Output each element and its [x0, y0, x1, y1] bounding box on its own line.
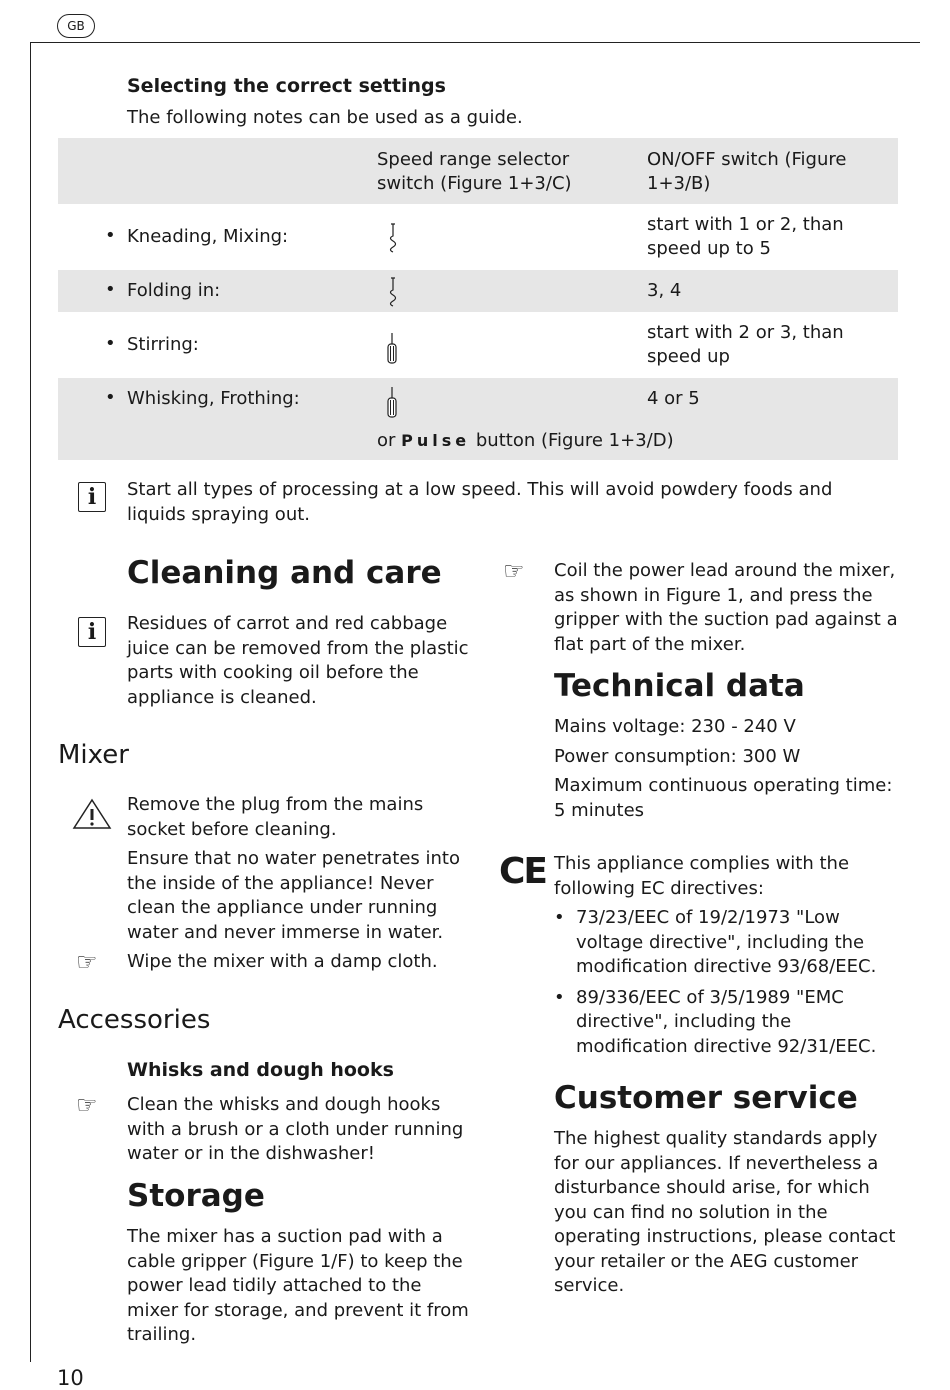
bullet-dot: •	[105, 225, 116, 246]
settings-title: Selecting the correct settings	[127, 75, 446, 97]
row-value: 3, 4	[647, 280, 682, 301]
table-row	[58, 312, 898, 378]
row-value: start with 2 or 3, than speed up	[647, 322, 844, 367]
row-value: start with 1 or 2, than speed up to 5	[647, 214, 844, 259]
info-icon: i	[78, 617, 106, 647]
settings-note: Start all types of processing at a low speed. This will avoid powdery foods and liquids spraying out.	[127, 479, 833, 525]
row-label: Folding in:	[127, 280, 221, 301]
technical-voltage: Mains voltage: 230 - 240 V	[554, 716, 796, 737]
row-value: 4 or 5	[647, 388, 700, 409]
table-row	[58, 270, 898, 312]
accessories-title: Accessories	[58, 1005, 211, 1035]
ce-directive-list	[554, 906, 899, 1059]
bullet-dot: •	[105, 333, 116, 354]
accessories-tip: Clean the whisks and dough hooks with a brush or a cloth under running water or in the dishwasher!	[127, 1094, 464, 1164]
page-number: 10	[57, 1366, 84, 1390]
bullet-dot: •	[105, 387, 116, 408]
accessories-subtitle: Whisks and dough hooks	[127, 1059, 394, 1081]
mixer-title: Mixer	[58, 740, 129, 770]
table-row	[58, 378, 898, 460]
ce-mark-icon: CE	[499, 851, 547, 892]
row-label: Kneading, Mixing:	[127, 226, 289, 247]
pulse-suffix: button (Figure 1+3/D)	[475, 430, 674, 451]
dough-hook-icon	[386, 222, 400, 254]
pulse-prefix: or	[377, 430, 396, 451]
pointing-hand-icon: ☞	[503, 557, 525, 585]
technical-power: Power consumption: 300 W	[554, 746, 801, 767]
info-icon: i	[78, 482, 106, 512]
dough-hook-icon	[386, 276, 400, 308]
service-text: The highest quality standards apply for our appliances. If nevertheless a disturbance should arise, for which you can find no solution in the operating instructions, please contact your retailer or the AEG customer service.	[554, 1128, 896, 1296]
settings-intro: The following notes can be used as a guide.	[127, 107, 523, 128]
storage-tip: Coil the power lead around the mixer, as shown in Figure 1, and press the gripper with the suction pad against a flat part of the mixer.	[554, 560, 898, 655]
row-label: Stirring:	[127, 334, 199, 355]
pointing-hand-icon: ☞	[76, 948, 98, 976]
cleaning-note: Residues of carrot and red cabbage juice can be removed from the plastic parts with cooking oil before the appliance is cleaned.	[127, 613, 469, 708]
margin-rule	[30, 42, 31, 1362]
bullet-dot: •	[105, 279, 116, 300]
mixer-warning: Remove the plug from the mains socket before cleaning.	[127, 794, 424, 840]
whisk-icon	[385, 386, 399, 420]
table-row	[58, 204, 898, 270]
whisk-icon	[385, 332, 399, 366]
service-title: Customer service	[554, 1080, 858, 1116]
technical-runtime: Maximum continuous operating time: 5 minutes	[554, 775, 893, 821]
ce-text: This appliance complies with the following EC directives:	[554, 853, 850, 899]
storage-title: Storage	[127, 1178, 265, 1214]
warning-icon	[72, 798, 112, 830]
cleaning-title: Cleaning and care	[127, 555, 442, 591]
pulse-note	[377, 429, 674, 453]
pulse-word: Pulse	[401, 431, 471, 450]
table-header-row	[58, 138, 898, 204]
list-item: • 89/336/EEC of 3/5/1989 "EMC directive", including the modification directive 92/31/EEC.	[554, 986, 899, 1060]
language-badge: GB	[57, 14, 95, 38]
technical-title: Technical data	[554, 668, 805, 704]
col-speed-header: Speed range selector switch (Figure 1+3/C)	[377, 149, 572, 194]
header-rule	[30, 42, 920, 43]
storage-text: The mixer has a suction pad with a cable gripper (Figure 1/F) to keep the power lead tidily attached to the mixer for storage, and prevent it from trailing.	[127, 1226, 469, 1345]
pointing-hand-icon: ☞	[76, 1091, 98, 1119]
row-label: Whisking, Frothing:	[127, 388, 300, 409]
mixer-text: Ensure that no water penetrates into the inside of the appliance! Never clean the appliance under running water and never immerse in water.	[127, 848, 460, 943]
mixer-tip: Wipe the mixer with a damp cloth.	[127, 951, 438, 972]
list-item: • 73/23/EEC of 19/2/1973 "Low voltage directive", including the modification directive 93/68/EEC.	[554, 906, 899, 980]
col-onoff-header: ON/OFF switch (Figure 1+3/B)	[647, 149, 847, 194]
